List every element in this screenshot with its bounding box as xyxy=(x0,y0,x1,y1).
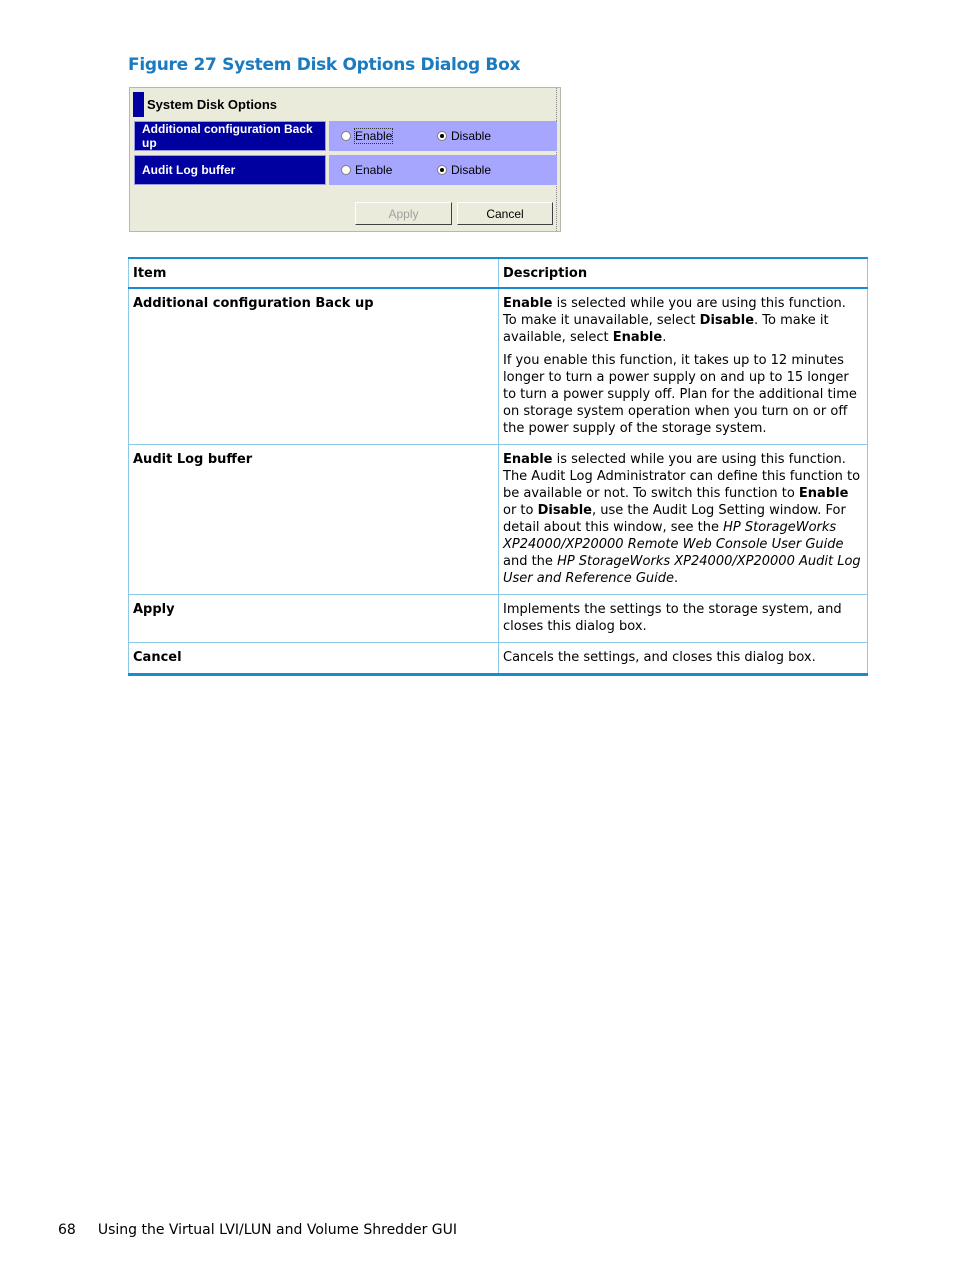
table-row xyxy=(129,643,868,675)
header-description: Description xyxy=(499,258,868,288)
table-row xyxy=(129,445,868,595)
item-cell: Audit Log buffer xyxy=(129,445,499,595)
cancel-button[interactable]: Cancel xyxy=(457,202,553,225)
figure-title: Figure 27 System Disk Options Dialog Box xyxy=(128,55,521,75)
enable-radio[interactable] xyxy=(341,129,437,143)
radio-label: Disable xyxy=(451,129,492,143)
radio-selected-icon[interactable] xyxy=(437,165,447,175)
radio-label: Disable xyxy=(451,163,492,177)
table-row xyxy=(129,595,868,643)
system-disk-options-dialog xyxy=(129,87,561,232)
disable-radio[interactable] xyxy=(437,129,491,143)
description-cell: Implements the settings to the storage system, and closes this dialog box. xyxy=(499,595,868,643)
description-paragraph: Enable is selected while you are using this function. The Audit Log Administrator can define this function to be available or not. To switch this function to Enable or to Disable, use the Audit Log Setting window. For detail about this window, see the HP StorageWorks XP24000/XP20000 Remote Web Console User Guide and the HP StorageWorks XP24000/XP20000 Audit Log User and Reference Guide. xyxy=(503,452,861,586)
description-cell xyxy=(499,445,868,595)
option-label: Additional configuration Back up xyxy=(134,121,326,151)
header-item: Item xyxy=(129,258,499,288)
item-cell: Cancel xyxy=(129,643,499,675)
enable-radio[interactable] xyxy=(341,163,437,177)
header-accent-bar xyxy=(133,92,144,117)
table-header xyxy=(129,258,868,288)
disable-radio[interactable] xyxy=(437,163,491,177)
option-radios xyxy=(329,121,557,151)
option-row-audit-log xyxy=(134,155,557,185)
description-paragraph: If you enable this function, it takes up to 12 minutes longer to turn a power supply on and up to 15 longer to turn a power supply off. Plan for the additional time on storage system operation when you turn on or off the power supply of the storage system. xyxy=(503,353,857,436)
description-paragraph: Enable is selected while you are using this function. To make it unavailable, select Disable. To make it available, select Enable. xyxy=(503,296,846,345)
item-cell: Apply xyxy=(129,595,499,643)
apply-button[interactable]: Apply xyxy=(355,202,452,225)
radio-label: Enable xyxy=(355,163,393,177)
items-table xyxy=(128,257,868,676)
page-number: 68 xyxy=(58,1222,76,1238)
page-footer xyxy=(58,1222,457,1238)
dialog-header xyxy=(133,92,277,117)
dialog-title: System Disk Options xyxy=(147,97,278,112)
option-label: Audit Log buffer xyxy=(134,155,326,185)
radio-selected-icon[interactable] xyxy=(437,131,447,141)
radio-unselected-icon[interactable] xyxy=(341,131,351,141)
item-cell: Additional configuration Back up xyxy=(129,288,499,445)
option-radios xyxy=(329,155,557,185)
description-cell xyxy=(499,288,868,445)
footer-text: Using the Virtual LVI/LUN and Volume Shredder GUI xyxy=(97,1222,457,1238)
table-row xyxy=(129,288,868,445)
description-cell: Cancels the settings, and closes this dialog box. xyxy=(499,643,868,675)
radio-unselected-icon[interactable] xyxy=(341,165,351,175)
radio-label: Enable xyxy=(355,129,393,143)
option-row-config-backup xyxy=(134,121,557,151)
